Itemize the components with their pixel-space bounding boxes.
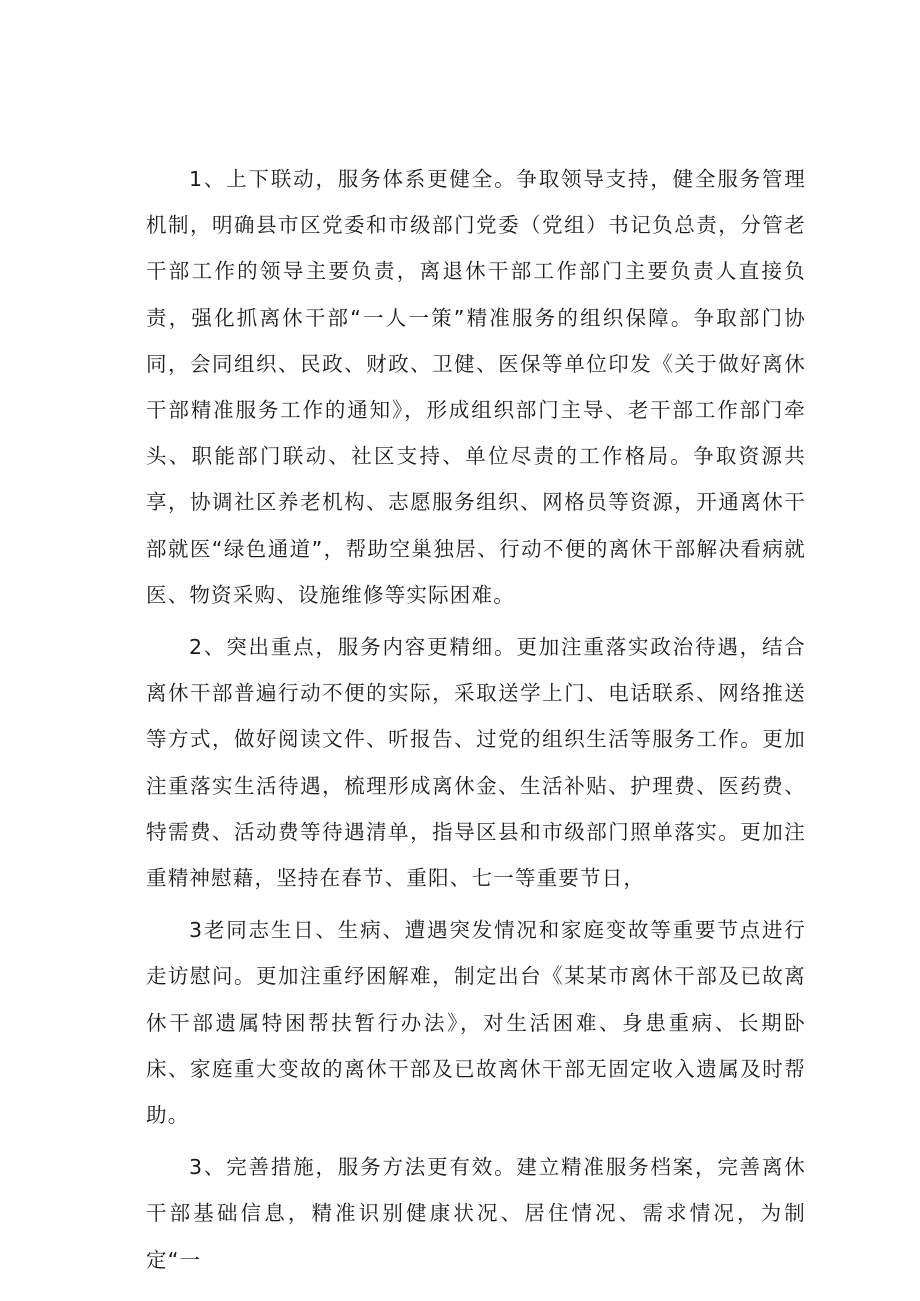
paragraph-4: 3、完善措施，服务方法更有效。建立精准服务档案，完善离休干部基础信息，精准识别健康状况、居住情况、需求情况，为制定“一 bbox=[146, 1155, 806, 1272]
paragraph-2: 2、突出重点，服务内容更精细。更加注重落实政治待遇，结合离休干部普遍行动不便的实际，采取送学上门、电话联系、网络推送等方式，做好阅读文件、听报告、过党的组织生活等服务工作。更加注重落实生活待遇，梳理形成离休金、生活补贴、护理费、医药费、特需费、活动费等待遇清单，指导区县和市级部门照单落实。更加注重精神慰藉，坚持在春节、重阳、七一等重要节日， bbox=[146, 635, 806, 891]
paragraph-1: 1、上下联动，服务体系更健全。争取领导支持，健全服务管理机制，明确县市区党委和市级部门党委（党组）书记负总责，分管老干部工作的领导主要负责，离退休干部工作部门主要负责人直接负责，强化抓离休干部“一人一策”精准服务的组织保障。争取部门协同，会同组织、民政、财政、卫健、医保等单位印发《关于做好离休干部精准服务工作的通知》，形成组织部门主导、老干部工作部门牵头、职能部门联动、社区支持、单位尽责的工作格局。争取资源共享，协调社区养老机构、志愿服务组织、网格员等资源，开通离休干部就医“绿色通道”，帮助空巢独居、行动不便的离休干部解决看病就医、物资采购、设施维修等实际困难。 bbox=[146, 167, 806, 607]
paragraph-3: 3老同志生日、生病、遭遇突发情况和家庭变故等重要节点进行走访慰问。更加注重纾困解难，制定出台《某某市离休干部及已故离休干部遗属特困帮扶暂行办法》，对生活困难、身患重病、长期卧床、家庭重大变故的离休干部及已故离休干部无固定收入遗属及时帮助。 bbox=[146, 918, 806, 1128]
document-body bbox=[146, 156, 806, 1289]
